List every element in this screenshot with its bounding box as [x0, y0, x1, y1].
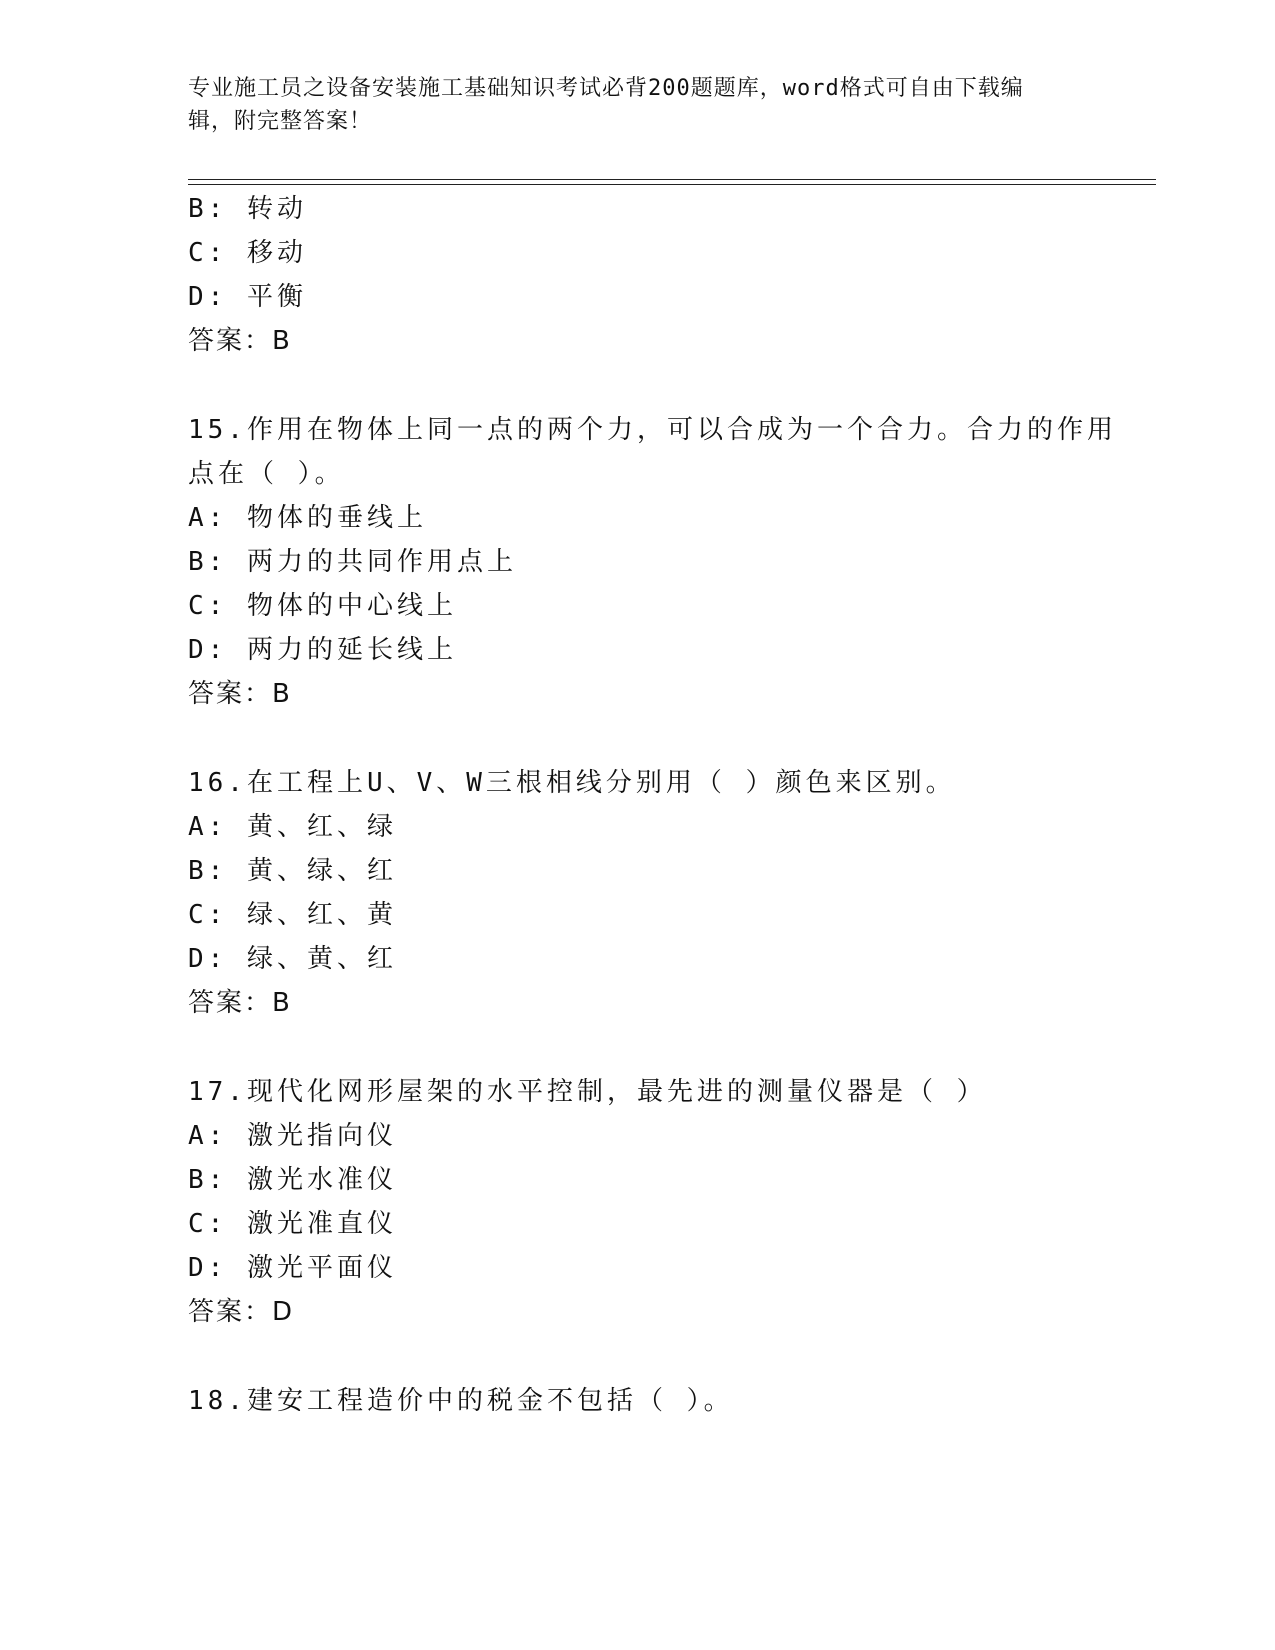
header-rule-bottom — [188, 184, 1156, 185]
q17-stem-line1: 17.现代化网形屋架的水平控制，最先进的测量仪器是（ ） — [188, 1077, 987, 1107]
q16-option-a: A: 黄、红、绿 — [188, 812, 397, 842]
q16-answer: 答案：B — [188, 988, 292, 1018]
q15-option-a: A: 物体的垂线上 — [188, 503, 427, 533]
q17-option-a: A: 激光指向仪 — [188, 1121, 397, 1151]
q17-answer: 答案：D — [188, 1297, 295, 1327]
page-header: 专业施工员之设备安装施工基础知识考试必背200题题库，word格式可自由下载编辑，附完整答案！ — [188, 76, 1024, 134]
q17-option-d: D: 激光平面仪 — [188, 1253, 397, 1283]
q16-option-c: C: 绿、红、黄 — [188, 900, 397, 930]
q16-option-b: B: 黄、绿、红 — [188, 856, 397, 886]
q15-stem-line2: 点在（ ）。 — [188, 459, 345, 489]
q15-stem-line1: 15.作用在物体上同一点的两个力，可以合成为一个合力。合力的作用 — [188, 415, 1117, 445]
q15-option-c: C: 物体的中心线上 — [188, 591, 457, 621]
q15-answer: 答案：B — [188, 679, 292, 709]
q16-option-d: D: 绿、黄、红 — [188, 944, 397, 974]
q15-option-d: D: 两力的延长线上 — [188, 635, 457, 665]
q16-stem-line1: 16.在工程上U、V、W三根相线分别用（ ）颜色来区别。 — [188, 768, 956, 798]
q15-option-b: B: 两力的共同作用点上 — [188, 547, 517, 577]
q17-option-c: C: 激光准直仪 — [188, 1209, 397, 1239]
q18-stem-line1: 18.建安工程造价中的税金不包括（ ）。 — [188, 1386, 734, 1416]
q17-option-b: B: 激光水准仪 — [188, 1165, 397, 1195]
prev-option-b: B: 转动 — [188, 194, 307, 224]
header-rule-top — [188, 179, 1156, 180]
prev-answer: 答案：B — [188, 326, 292, 356]
prev-option-c: C: 移动 — [188, 238, 307, 268]
prev-option-d: D: 平衡 — [188, 282, 307, 312]
